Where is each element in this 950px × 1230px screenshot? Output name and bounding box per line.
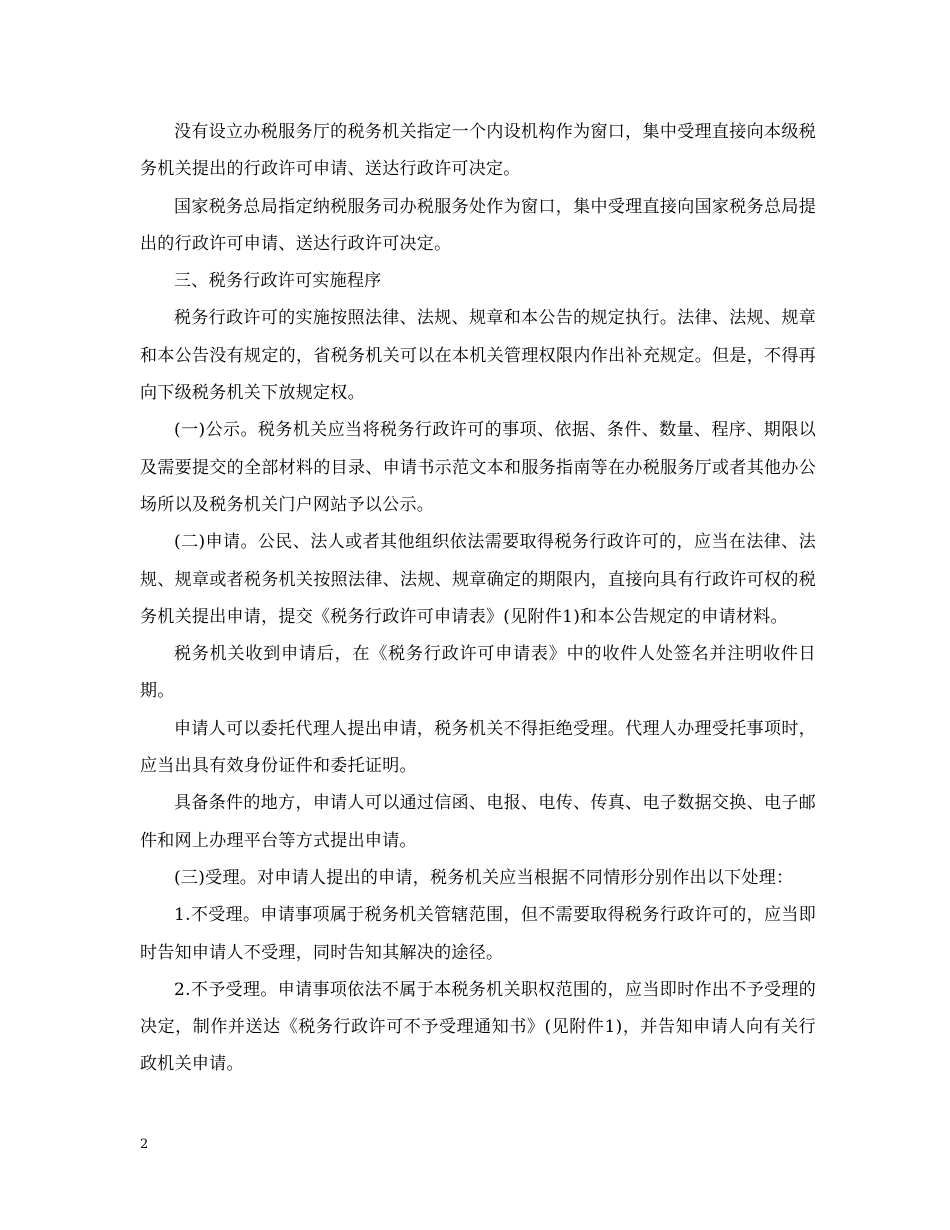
paragraph-agent: 申请人可以委托代理人提出申请，税务机关不得拒绝受理。代理人办理受托事项时，应当出具有效身份证件和委托证明。 <box>140 718 816 777</box>
paragraph-2: 国家税务总局指定纳税服务司办税服务处作为窗口，集中受理直接向国家税务总局提出的行政许可申请、送达行政许可决定。 <box>140 196 816 254</box>
paragraph-publicity: (一)公示。税务机关应当将税务行政许可的事项、依据、条件、数量、程序、期限以及需要提交的全部材料的目录、申请书示范文本和服务指南等在办税服务厅或者其他办公场所以及税务机关门户网站予以公示。 <box>140 420 816 515</box>
section-heading: 三、税务行政许可实施程序 <box>174 271 382 292</box>
paragraph-4: 税务行政许可的实施按照法律、法规、规章和本公告的规定执行。法律、法规、规章和本公告没有规定的，省税务机关可以在本机关管理权限内作出补充规定。但是，不得再向下级税务机关下放规定权。 <box>140 308 816 404</box>
paragraph-1: 没有设立办税服务厅的税务机关指定一个内设机构作为窗口，集中受理直接向本级税务机关提出的行政许可申请、送达行政许可决定。 <box>140 122 816 180</box>
list-item-2: 2.不予受理。申请事项依法不属于本税务机关职权范围的，应当即时作出不予受理的决定，制作并送达《税务行政许可不予受理通知书》(见附件1)，并告知申请人向有关行政机关申请。 <box>140 979 816 1075</box>
paragraph-application: (二)申请。公民、法人或者其他组织依法需要取得税务行政许可的，应当在法律、法规、规章或者税务机关按照法律、法规、规章确定的期限内，直接向具有行政许可权的税务机关提出申请，提交《税务行政许可申请表》(见附件1)和本公告规定的申请材料。 <box>140 532 816 627</box>
page-number: 2 <box>140 1137 149 1152</box>
document-body <box>140 114 816 1084</box>
list-item-1: 1.不受理。申请事项属于税务机关管辖范围，但不需要取得税务行政许可的，应当即时告知申请人不受理，同时告知其解决的途径。 <box>140 905 816 963</box>
paragraph-acceptance: (三)受理。对申请人提出的申请，税务机关应当根据不同情形分别作出以下处理： <box>174 867 794 888</box>
paragraph-receipt: 税务机关收到申请后，在《税务行政许可申请表》中的收件人处签名并注明收件日期。 <box>140 644 816 702</box>
paragraph-channels: 具备条件的地方，申请人可以通过信函、电报、电传、传真、电子数据交换、电子邮件和网上办理平台等方式提出申请。 <box>140 793 816 851</box>
